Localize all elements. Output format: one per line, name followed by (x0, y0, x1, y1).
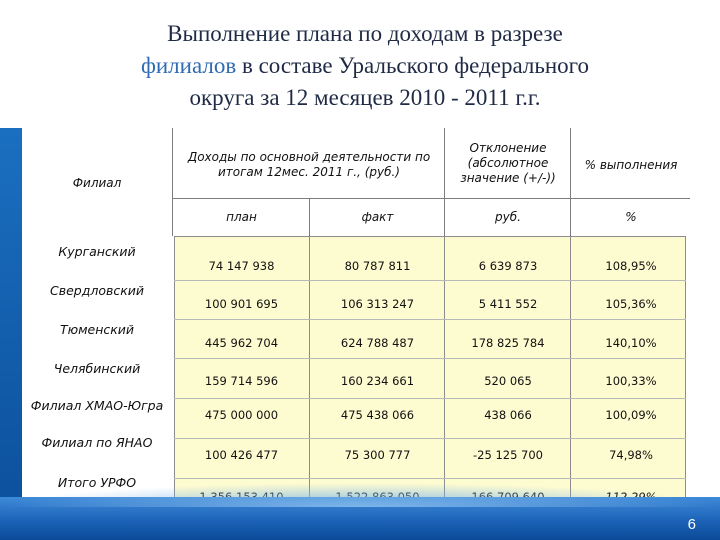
bottom-decor-band (0, 497, 720, 540)
header-divider (444, 128, 445, 236)
cell-percent: 108,95% (605, 259, 657, 273)
cell-fact: 75 300 777 (344, 448, 411, 462)
header-divider (172, 198, 690, 199)
branch-label: Челябинский (53, 361, 141, 376)
cell-percent: 105,36% (605, 297, 657, 311)
row-divider (174, 438, 686, 439)
header-plan: план (226, 209, 257, 224)
cell-plan: 445 962 704 (204, 336, 279, 350)
title-highlight: филиалов (140, 53, 237, 78)
branch-label: Курганский (58, 244, 136, 259)
header-rub: руб. (495, 209, 521, 224)
branch-label: Свердловский (49, 283, 145, 298)
cell-fact: 475 438 066 (340, 408, 415, 422)
header-deviation: Отклонение (абсолютное значение (+/-)) (460, 140, 556, 185)
cell-fact: 160 234 661 (340, 374, 415, 388)
cell-percent: 100,09% (605, 408, 657, 422)
row-divider (174, 478, 686, 479)
cell-plan: 475 000 000 (204, 408, 279, 422)
cell-fact: 106 313 247 (340, 297, 415, 311)
row-divider (174, 319, 686, 320)
header-income: Доходы по основной деятельности по итогам 12мес. 2011 г., (руб.) (187, 150, 431, 179)
cell-percent: 140,10% (605, 336, 657, 350)
title-line-2 (40, 50, 690, 82)
title-line-1: Выполнение плана по доходам в разрезе (167, 21, 563, 46)
cell-plan: 74 147 938 (208, 259, 275, 273)
header-divider (309, 198, 310, 236)
cell-plan: 159 714 596 (204, 374, 279, 388)
slide-number: 6 (687, 516, 696, 533)
cell-fact: 624 788 487 (340, 336, 415, 350)
header-divider (172, 128, 173, 236)
cell-deviation: 5 411 552 (478, 297, 538, 311)
header-percent: % выполнения (584, 157, 678, 172)
left-decor-band (0, 128, 22, 540)
income-table (22, 128, 690, 526)
header-pct: % (625, 209, 637, 224)
cell-percent: 74,98% (609, 448, 653, 462)
title-line-2-rest: в составе Уральского федерального (236, 53, 590, 78)
branch-label: Филиал ХМАО-Югра (30, 398, 164, 413)
cell-plan: 100 901 695 (204, 297, 279, 311)
title-line-3: округа за 12 месяцев 2010 - 2011 г.г. (189, 85, 541, 110)
header-fact: факт (361, 209, 394, 224)
cell-percent: 100,33% (605, 374, 657, 388)
cell-deviation: 6 639 873 (478, 259, 538, 273)
header-branch: Филиал (72, 175, 122, 190)
cell-deviation: 178 825 784 (471, 336, 545, 350)
row-divider (174, 398, 686, 399)
row-divider (174, 280, 686, 281)
row-divider (174, 358, 686, 359)
cell-deviation: 438 066 (484, 408, 532, 422)
branch-label: Тюменский (59, 322, 135, 337)
header-divider (570, 128, 571, 236)
cell-deviation: 520 065 (484, 374, 532, 388)
cell-fact: 80 787 811 (344, 259, 411, 273)
slide-title (40, 18, 690, 114)
cell-deviation: -25 125 700 (473, 448, 543, 462)
cell-plan: 100 426 477 (204, 448, 279, 462)
branch-label: Филиал по ЯНАО (41, 435, 153, 450)
